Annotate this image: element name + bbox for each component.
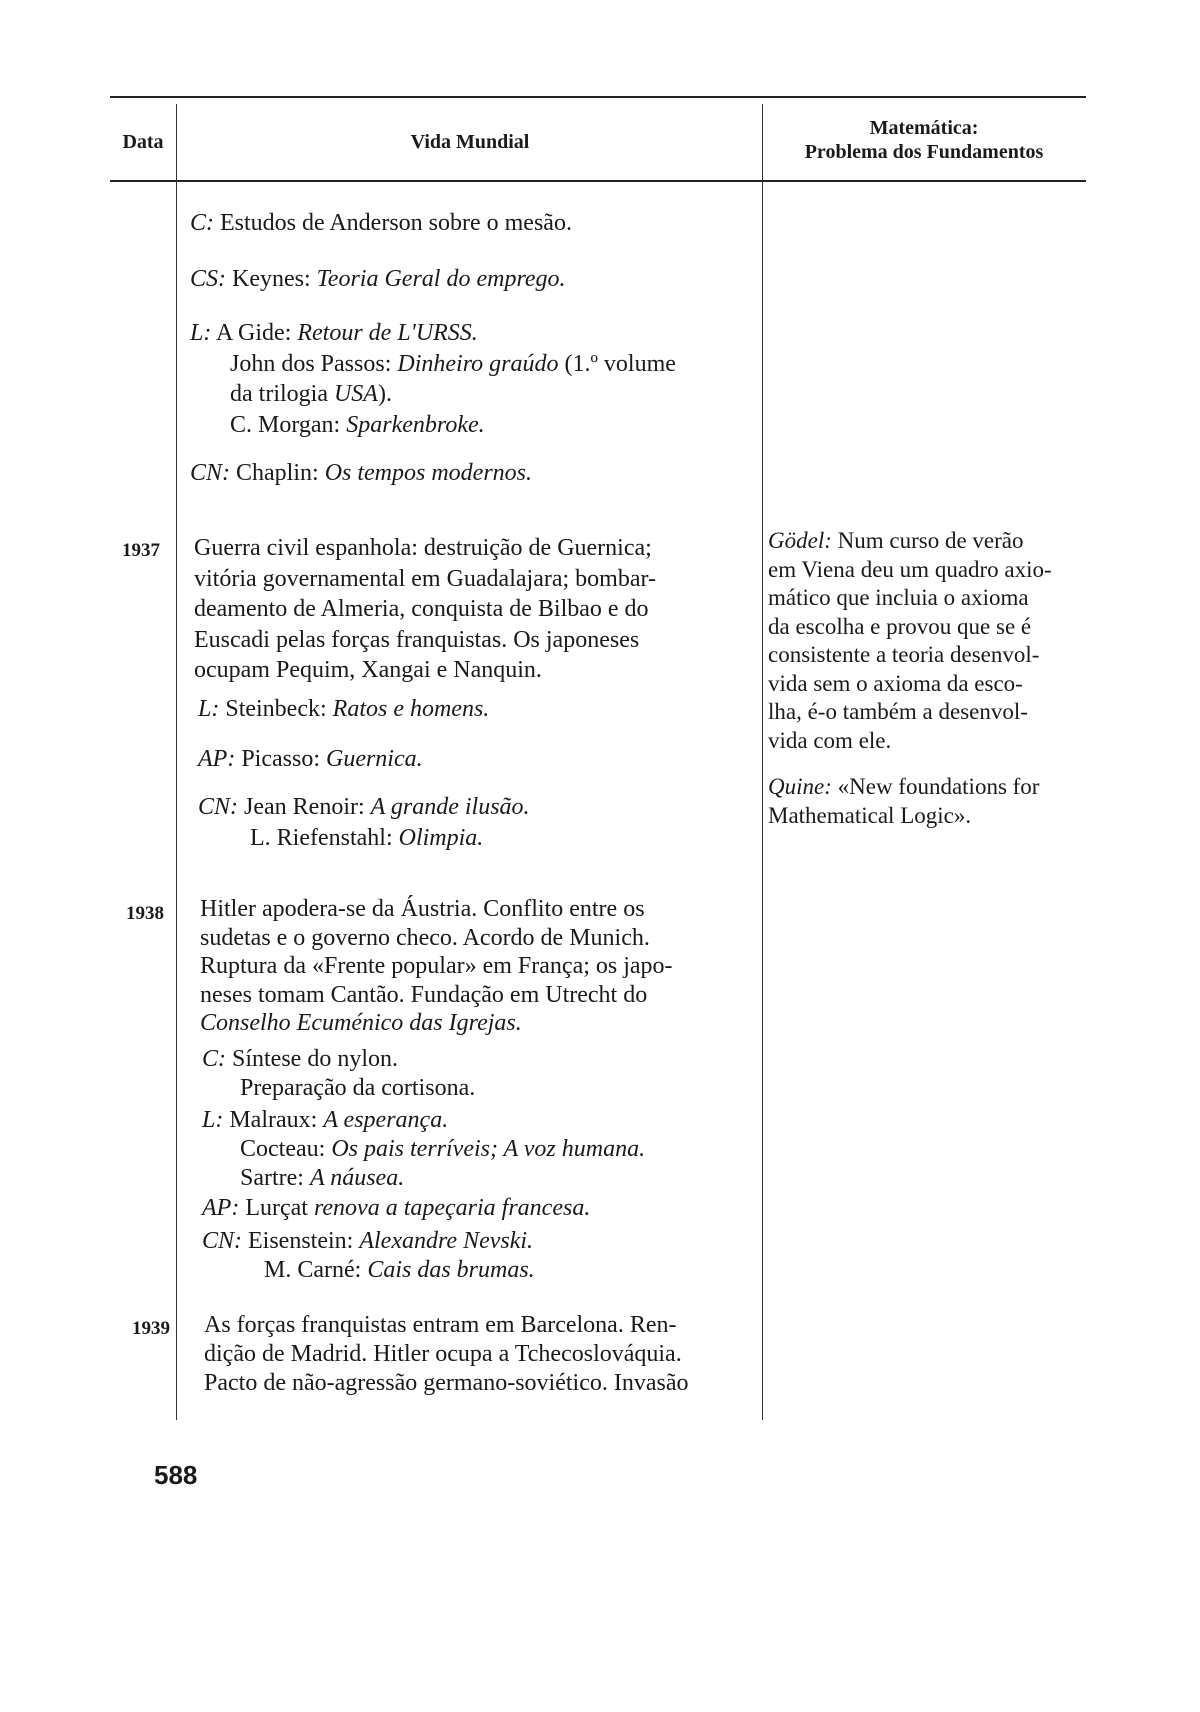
entry-1937-l: L: Steinbeck: Ratos e homens. <box>198 696 490 722</box>
column-divider-left <box>176 104 177 1420</box>
header-matematica <box>764 116 1084 164</box>
entry-1936-cs: CS: Keynes: Teoria Geral do emprego. <box>190 266 566 292</box>
entry-1936-l: L: A Gide: Retour de L'URSS. John dos Passos: Dinheiro graúdo (1.º volume da trilogia USA). C. Morgan: Sparkenbroke. <box>190 320 676 438</box>
header-matematica-line2: Problema dos Fundamentos <box>804 141 1044 163</box>
header-top-rule <box>110 96 1086 98</box>
entry-1937-cn: CN: Jean Renoir: A grande ilusão. L. Riefenstahl: Olimpia. <box>198 794 530 851</box>
entry-1938-cn: CN: Eisenstein: Alexandre Nevski. M. Carné: Cais das brumas. <box>202 1228 535 1283</box>
entry-1937-events: Guerra civil espanhola: destruição de Guernica; vitória governamental em Guadalajara; bombar- deamento de Almeria, conquista de Bilbao e do Euscadi pelas forças franquistas. Os japoneses ocupam Pequim, Xangai e Nanquin. <box>194 535 656 683</box>
year-1939: 1939 <box>132 1318 170 1339</box>
year-1937: 1937 <box>122 540 160 561</box>
header-vida-mundial: Vida Mundial <box>410 131 530 153</box>
header-matematica-line1: Matemática: <box>869 117 979 139</box>
entry-1939-events: As forças franquistas entram em Barcelona. Ren- dição de Madrid. Hitler ocupa a Tchecoslováquia. Pacto de não-agressão germano-soviético. Invasão <box>204 1312 689 1396</box>
entry-1938-ap: AP: Lurçat renova a tapeçaria francesa. <box>202 1195 591 1221</box>
header-date: Data <box>122 131 164 153</box>
math-1937-godel: Gödel: Num curso de verão em Viena deu um quadro axio- mático que incluia o axioma da escolha e provou que se é consistente a teoria desenvol- vida sem o axioma da esco- lha, é-o também a desenvol- vida com ele. <box>768 528 1052 753</box>
entry-1938-l: L: Malraux: A esperança. Cocteau: Os pais terríveis; A voz humana. Sartre: A náusea. <box>202 1107 646 1191</box>
page-number: 588 <box>154 1460 198 1490</box>
entry-1936-c: C: Estudos de Anderson sobre o mesão. <box>190 210 572 236</box>
entry-1938-events: Hitler apodera-se da Áustria. Conflito entre os sudetas e o governo checo. Acordo de Munich. Ruptura da «Frente popular» em França; os japo- neses tomam Cantão. Fundação em Utrecht do Conselho Ecuménico das Igrejas. <box>200 896 673 1036</box>
entry-1938-c: C: Síntese do nylon. Preparação da cortisona. <box>202 1046 476 1101</box>
year-1938: 1938 <box>126 903 164 924</box>
math-1937-quine: Quine: «New foundations for Mathematical Logic». <box>768 774 1040 828</box>
entry-1936-cn: CN: Chaplin: Os tempos modernos. <box>190 460 533 486</box>
entry-1937-ap: AP: Picasso: Guernica. <box>198 746 423 772</box>
column-divider-right <box>762 104 763 1420</box>
header-bottom-rule <box>110 180 1086 182</box>
